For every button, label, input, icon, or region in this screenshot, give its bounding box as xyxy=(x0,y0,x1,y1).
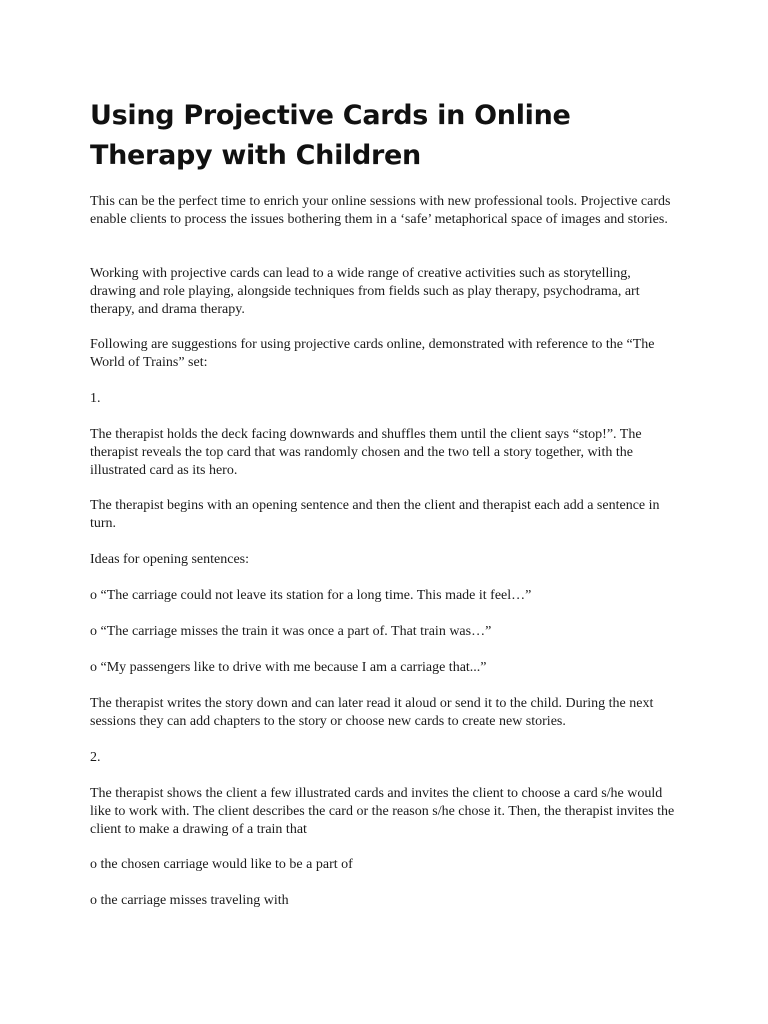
paragraph-shuffle: The therapist holds the deck facing downwards and shuffles them until the client says “stop!”. The therapist reveals the top card that was randomly chosen and the two tell a story together, with the illustrated card as its hero. xyxy=(90,427,642,478)
paragraph-ideas-heading: Ideas for opening sentences: xyxy=(90,552,249,567)
paragraph-intro: This can be the perfect time to enrich your online sessions with new professional tools. Projective cards enable clients to process the issues bothering them in a ‘safe’ metaphorical space of images and stories. xyxy=(90,194,671,227)
bullet-item-2: o “The carriage misses the train it was once a part of. That train was…” xyxy=(90,624,492,639)
list-number-1: 1. xyxy=(90,391,101,406)
bullet-item-4: o the chosen carriage would like to be a part of xyxy=(90,857,353,872)
paragraph-activities: Working with projective cards can lead to a wide range of creative activities such as storytelling, drawing and role playing, alongside techniques from fields such as play therapy, psychodrama, art therapy, and drama therapy. xyxy=(90,266,640,317)
paragraph-choose-card: The therapist shows the client a few illustrated cards and invites the client to choose a card s/he would like to work with. The client describes the card or the reason s/he chose it. Then, the therapist invites the client to make a drawing of a train that xyxy=(90,786,675,837)
paragraph-opening-sentence: The therapist begins with an opening sentence and then the client and therapist each add a sentence in turn. xyxy=(90,498,660,531)
bullet-item-5: o the carriage misses traveling with xyxy=(90,893,289,908)
paragraph-story-written: The therapist writes the story down and can later read it aloud or send it to the child. During the next sessions they can add chapters to the story or choose new cards to create new stories. xyxy=(90,696,654,729)
paragraph-suggestions: Following are suggestions for using projective cards online, demonstrated with reference to the “The World of Trains” set: xyxy=(90,337,655,370)
list-number-2: 2. xyxy=(90,750,101,765)
bullet-item-3: o “My passengers like to drive with me because I am a carriage that...” xyxy=(90,660,487,675)
bullet-item-1: o “The carriage could not leave its station for a long time. This made it feel…” xyxy=(90,588,532,603)
document-title: Using Projective Cards in Online Therapy with Children xyxy=(90,100,571,171)
